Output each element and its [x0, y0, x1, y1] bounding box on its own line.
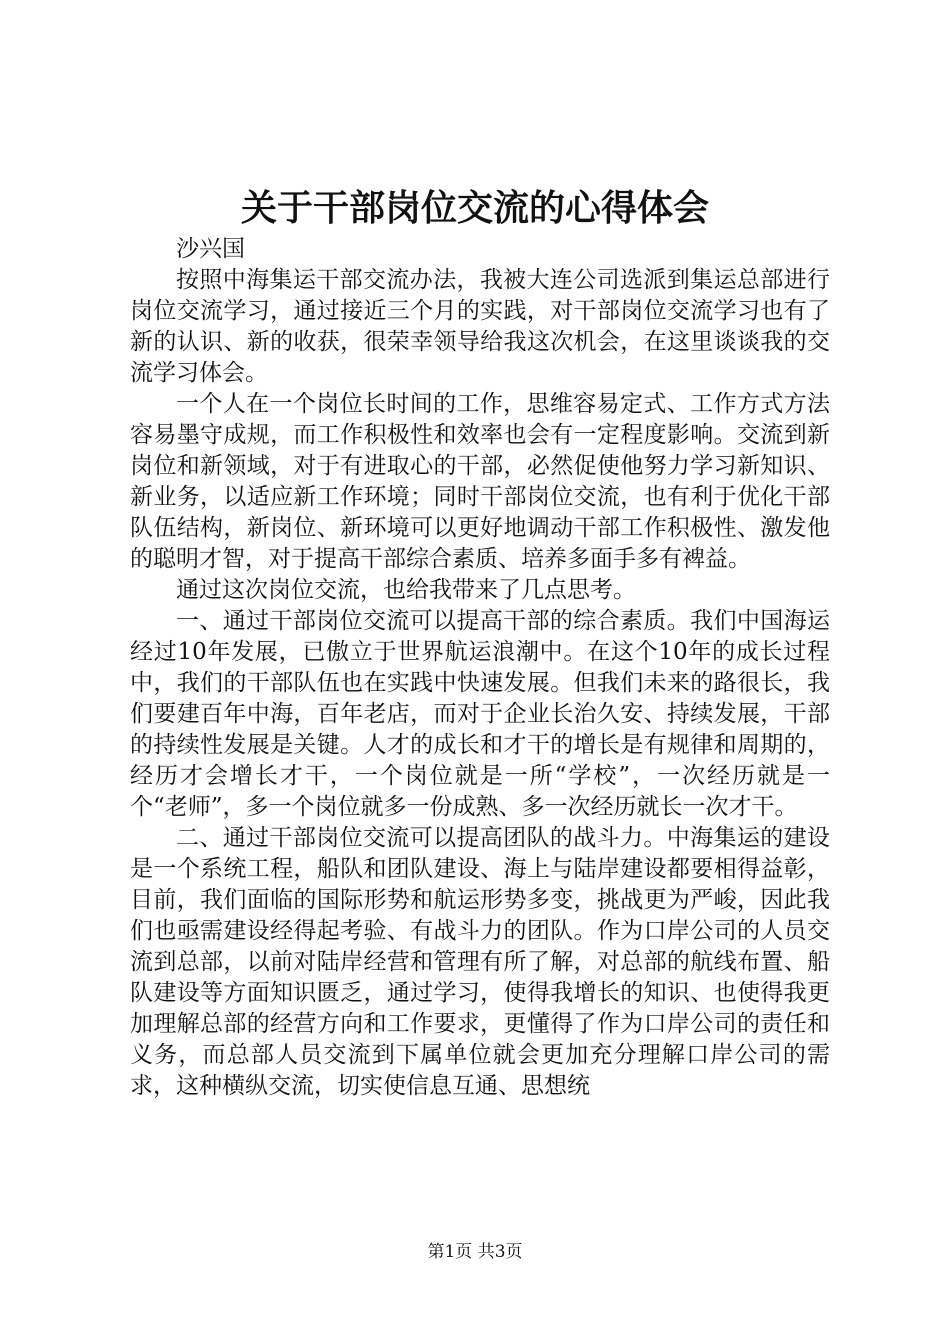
paragraph-background: 一个人在一个岗位长时间的工作，思维容易定式、工作方式方法容易墨守成规，而工作积极性和效率也会有一定程度影响。交流到新岗位和新领域，对于有进取心的干部，必然促使他努力学习新知识、新业务，以适应新工作环境；同时干部岗位交流，也有利于优化干部队伍结构，新岗位、新环境可以更好地调动干部工作积极性、激发他的聪明才智，对于提高干部综合素质、培养多面手多有裨益。: [130, 391, 830, 572]
page-number-footer: 第1页 共3页: [427, 1242, 523, 1262]
paragraph-intro: 按照中海集运干部交流办法，我被大连公司选派到集运总部进行岗位交流学习，通过接近三个月的实践，对干部岗位交流学习也有了新的认识、新的收获，很荣幸领导给我这次机会，在这里谈谈我的交流学习体会。: [130, 267, 830, 386]
paragraph-point-one: 一、通过干部岗位交流可以提高干部的综合素质。我们中国海运经过10年发展，已傲立于世界航运浪潮中。在这个10年的成长过程中，我们的干部队伍也在实践中快速发展。但我们未来的路很长，我们要建百年中海，百年老店，而对于企业长治久安、持续发展，干部的持续性发展是关键。人才的成长和才干的增长是有规律和周期的，经历才会增长才干，一个岗位就是一所“学校”，一次经历就是一个“老师”，多一个岗位就多一份成熟、多一次经历就长一次才干。: [130, 608, 830, 820]
paragraph-reflection-lead: 通过这次岗位交流，也给我带来了几点思考。: [176, 577, 636, 603]
author-name: 沙兴国: [176, 236, 245, 262]
document-title: 关于干部岗位交流的心得体会: [240, 187, 709, 229]
paragraph-point-two: 二、通过干部岗位交流可以提高团队的战斗力。中海集运的建设是一个系统工程，船队和团队建设、海上与陆岸建设都要相得益彰，目前，我们面临的国际形势和航运形势多变，挑战更为严峻，因此我们也亟需建设经得起考验、有战斗力的团队。作为口岸公司的人员交流到总部，以前对陆岸经营和管理有所了解，对总部的航线布置、船队建设等方面知识匮乏，通过学习，使得我增长的知识、也使得我更加理解总部的经营方向和工作要求，更懂得了作为口岸公司的责任和义务，而总部人员交流到下属单位就会更加充分理解口岸公司的需求，这种横纵交流，切实使信息互通、思想统: [130, 825, 830, 1099]
document-body: [130, 234, 830, 1102]
